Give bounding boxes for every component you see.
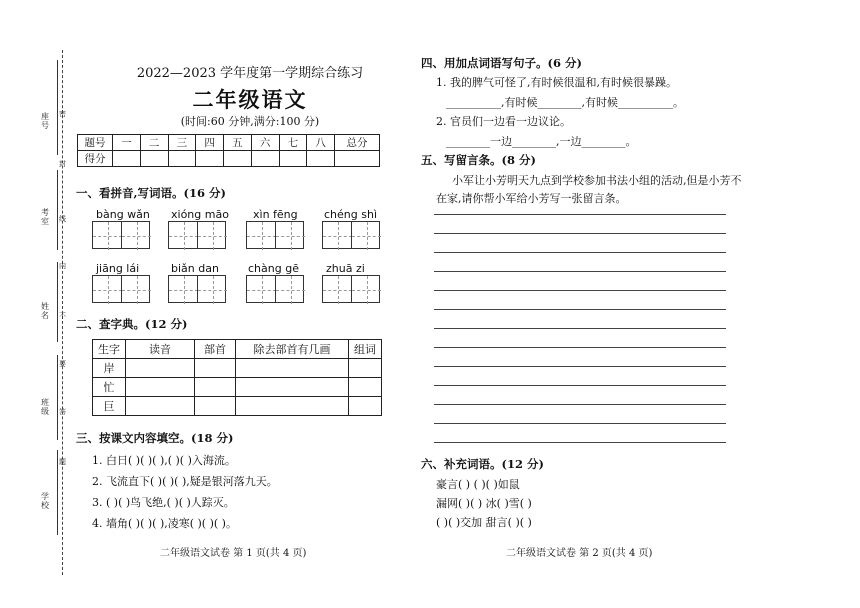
dictionary-table (92, 339, 382, 416)
section1-title: 一、看拼音,写词语。(16 分) (76, 186, 226, 200)
writing-box[interactable] (246, 221, 304, 249)
dict-answer-cell[interactable] (236, 397, 349, 416)
pinyin-label: xìn fēng (253, 208, 298, 221)
writing-box[interactable] (92, 221, 150, 249)
section4-answer1[interactable]: __________,有时候________,有时候__________。 (446, 96, 684, 109)
idiom-fill-line[interactable]: 漏网( )( ) 冰( )雪( ) (436, 497, 532, 510)
dictionary-row (93, 359, 382, 378)
writing-line[interactable] (434, 271, 726, 272)
seal-word: 密 (59, 110, 66, 118)
name-line (57, 262, 58, 342)
writing-line[interactable] (434, 404, 726, 405)
writing-box[interactable] (168, 275, 226, 303)
dict-header-cell: 组词 (349, 340, 382, 359)
writing-cell (247, 222, 276, 250)
section5-prompt-line: 小军让小芳明天九点到学校参加书法小组的活动,但是小芳不 (452, 174, 742, 187)
pinyin-label: xióng māo (171, 208, 229, 221)
dict-answer-cell[interactable] (349, 359, 382, 378)
writing-box[interactable] (92, 275, 150, 303)
writing-cell (352, 222, 381, 250)
score-header-cell: 六 (251, 135, 279, 151)
writing-line[interactable] (434, 423, 726, 424)
dict-answer-cell[interactable] (349, 378, 382, 397)
dictionary-row (93, 397, 382, 416)
score-header-cell: 题号 (78, 135, 113, 151)
exam-year-title: 2022—2023 学年度第一学期综合练习 (136, 66, 364, 81)
dictionary-header-row (93, 340, 382, 359)
section5-prompt-line: 在家,请你帮小军给小芳写一张留言条。 (436, 192, 627, 205)
dict-header-cell: 读音 (126, 340, 195, 359)
writing-line[interactable] (434, 347, 726, 348)
score-cell[interactable] (113, 151, 141, 167)
writing-line[interactable] (434, 442, 726, 443)
writing-cell (122, 276, 151, 304)
writing-cell (93, 222, 122, 250)
poem-fill-line[interactable]: 4. 墙角( )( )( ),凌寒( )( )( )。 (92, 517, 237, 530)
score-table (77, 134, 380, 167)
dict-char: 岸 (93, 359, 126, 378)
score-header-cell: 二 (140, 135, 168, 151)
seal-word: 线 (59, 215, 66, 223)
left-page-footer: 二年级语文试卷 第 1 页(共 4 页) (160, 548, 307, 559)
score-cell[interactable] (168, 151, 196, 167)
poem-fill-line[interactable]: 3. ( )( )鸟飞绝,( )( )人踪灭。 (92, 496, 235, 509)
writing-cell (122, 222, 151, 250)
dict-header-cell: 除去部首有几画 (236, 340, 349, 359)
writing-cell (169, 276, 198, 304)
writing-cell (276, 276, 305, 304)
pinyin-label: biǎn dan (171, 262, 219, 275)
section4-question1: 1. 我的脾气可怪了,有时候很温和,有时候很暴躁。 (436, 76, 677, 89)
dict-answer-cell[interactable] (126, 359, 195, 378)
binding-margin (0, 0, 70, 608)
exam-main-title: 二年级语文 (192, 87, 308, 112)
seal-word: 答 (59, 408, 66, 416)
section2-title: 二、查字典。(12 分) (76, 317, 188, 331)
score-header-cell: 一 (113, 135, 141, 151)
writing-box[interactable] (322, 275, 380, 303)
right-page-footer: 二年级语文试卷 第 2 页(共 4 页) (506, 548, 653, 559)
score-table-header-row (78, 135, 380, 151)
dict-answer-cell[interactable] (195, 359, 236, 378)
score-row-label: 得分 (78, 151, 113, 167)
section6-title: 六、补充词语。(12 分) (421, 457, 544, 471)
writing-cell (198, 276, 227, 304)
section4-question2: 2. 官员们一边看一边议论。 (436, 115, 571, 128)
score-header-cell: 七 (279, 135, 307, 151)
seal-word: 封 (59, 160, 66, 168)
writing-cell (323, 276, 352, 304)
idiom-fill-line[interactable]: ( )( )交加 甜言( )( ) (436, 516, 532, 529)
dict-answer-cell[interactable] (236, 378, 349, 397)
score-cell[interactable] (196, 151, 224, 167)
seal-word: 题 (59, 458, 66, 466)
writing-line[interactable] (434, 385, 726, 386)
label-exam-room: 考室 (41, 208, 49, 226)
class-line (57, 355, 58, 440)
poem-fill-line[interactable]: 1. 白日( )( )( ),( )( )入海流。 (92, 454, 236, 467)
writing-cell (198, 222, 227, 250)
score-cell[interactable] (224, 151, 252, 167)
seal-word: 要 (59, 360, 66, 368)
score-cell[interactable] (251, 151, 279, 167)
idiom-fill-line[interactable]: 豪言( ) ( )( )如鼠 (436, 478, 520, 491)
dict-answer-cell[interactable] (126, 397, 195, 416)
writing-line[interactable] (434, 366, 726, 367)
score-cell[interactable] (279, 151, 307, 167)
writing-line[interactable] (434, 233, 726, 234)
poem-fill-line[interactable]: 2. 飞流直下( )( )( ),疑是银河落九天。 (92, 475, 278, 488)
pinyin-label: jiāng lái (96, 262, 140, 275)
label-school: 学校 (41, 492, 49, 510)
writing-box[interactable] (246, 275, 304, 303)
writing-cell (323, 222, 352, 250)
school-line (57, 450, 58, 535)
writing-cell (276, 222, 305, 250)
score-header-cell: 八 (307, 135, 335, 151)
label-name: 姓名 (41, 302, 49, 320)
seal-word: 内 (59, 262, 66, 270)
exam-room-line (57, 170, 58, 250)
writing-box[interactable] (322, 221, 380, 249)
score-header-cell: 总分 (335, 135, 380, 151)
writing-cell (93, 276, 122, 304)
writing-line[interactable] (434, 309, 726, 310)
dict-char: 巨 (93, 397, 126, 416)
pinyin-label: chàng gē (248, 262, 299, 275)
score-header-cell: 五 (224, 135, 252, 151)
section4-title: 四、用加点词语写句子。(6 分) (421, 56, 582, 70)
pinyin-label: chéng shì (324, 208, 377, 221)
dict-answer-cell[interactable] (126, 378, 195, 397)
writing-cell (169, 222, 198, 250)
score-header-cell: 四 (196, 135, 224, 151)
seal-word: 不 (59, 312, 66, 320)
dict-answer-cell[interactable] (349, 397, 382, 416)
writing-cell (247, 276, 276, 304)
score-cell[interactable] (335, 151, 380, 167)
writing-box[interactable] (168, 221, 226, 249)
seat-number-line (57, 60, 58, 155)
writing-line[interactable] (434, 252, 726, 253)
pinyin-label: bàng wǎn (96, 208, 150, 221)
dict-char: 忙 (93, 378, 126, 397)
section3-title: 三、按课文内容填空。(18 分) (76, 431, 234, 445)
score-header-cell: 三 (168, 135, 196, 151)
writing-line[interactable] (434, 328, 726, 329)
dict-header-cell: 生字 (93, 340, 126, 359)
label-seat-number: 座号 (41, 112, 49, 130)
dictionary-row (93, 378, 382, 397)
dict-answer-cell[interactable] (195, 378, 236, 397)
score-cell[interactable] (140, 151, 168, 167)
exam-time-info: (时间:60 分钟,满分:100 分) (180, 115, 320, 128)
label-class: 班级 (41, 398, 49, 416)
score-table-score-row (78, 151, 380, 167)
writing-cell (352, 276, 381, 304)
dict-answer-cell[interactable] (195, 397, 236, 416)
dict-answer-cell[interactable] (236, 359, 349, 378)
score-cell[interactable] (307, 151, 335, 167)
writing-line[interactable] (434, 214, 726, 215)
writing-line[interactable] (434, 290, 726, 291)
section5-title: 五、写留言条。(8 分) (421, 153, 536, 167)
dict-header-cell: 部首 (195, 340, 236, 359)
pinyin-label: zhuā zi (326, 262, 365, 275)
section4-answer2[interactable]: ________一边________,一边________。 (446, 135, 637, 148)
